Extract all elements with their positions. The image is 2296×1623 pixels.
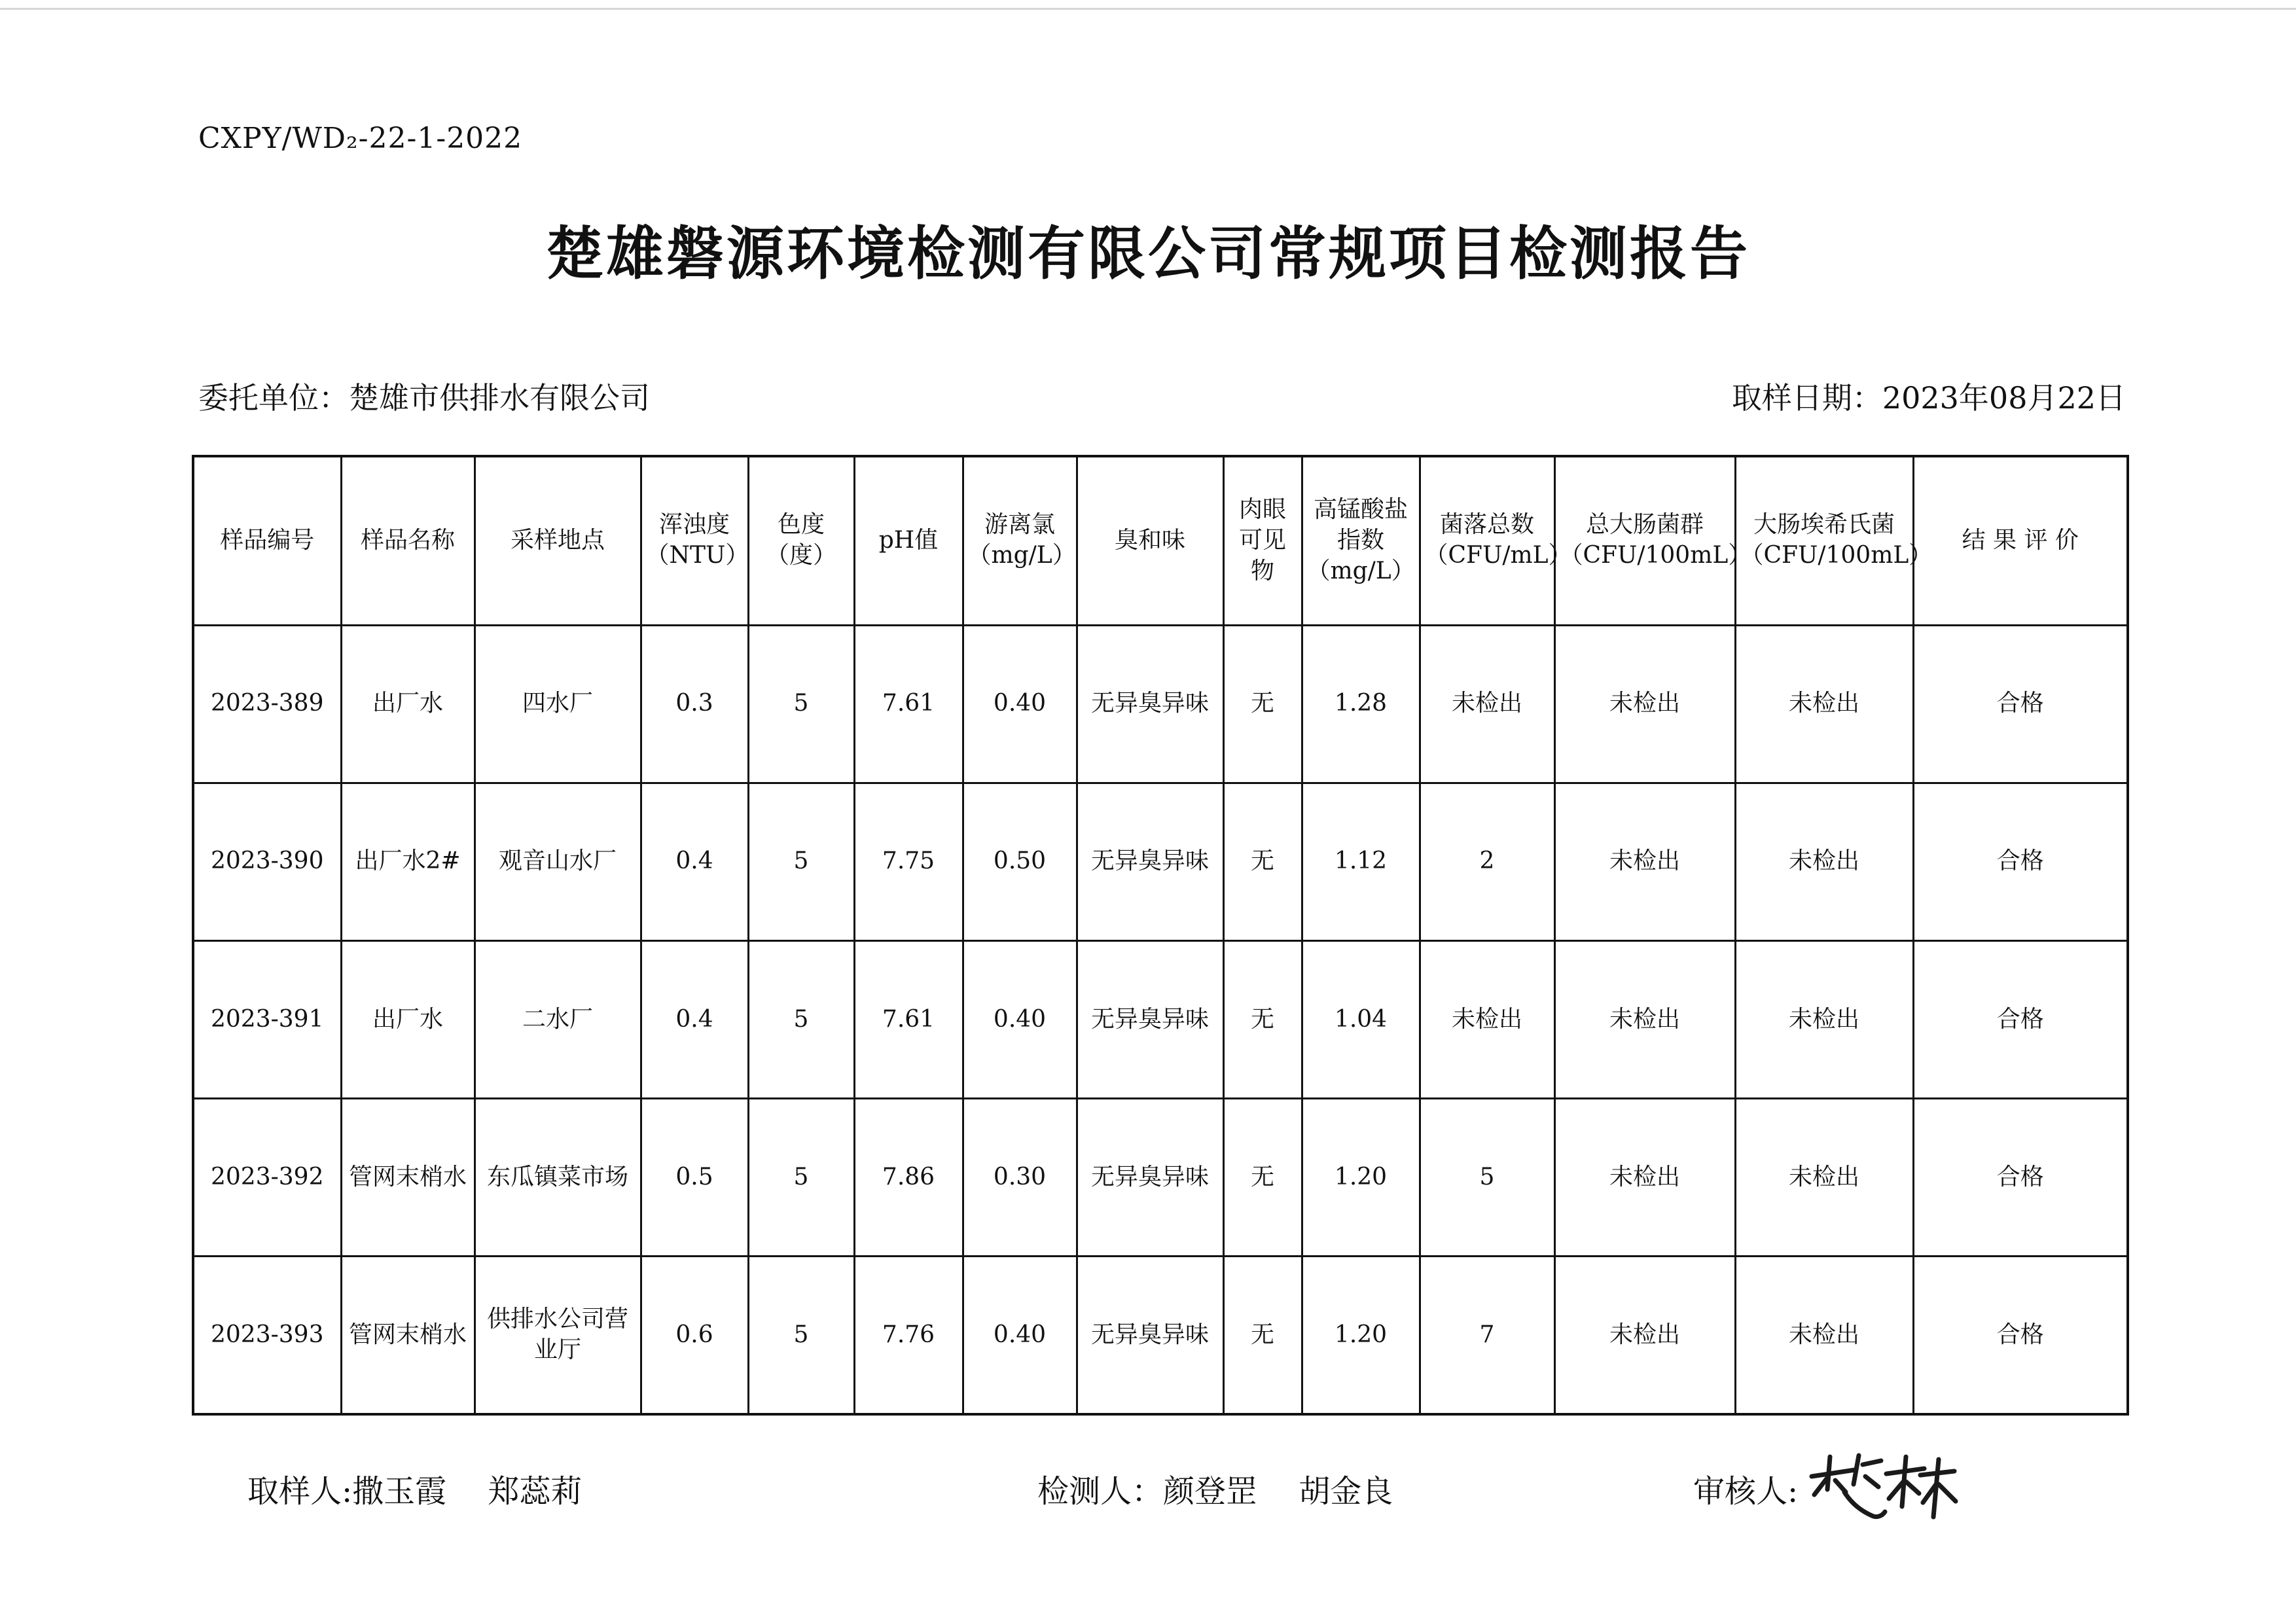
table-cell: 2023-391 [193, 940, 341, 1098]
table-cell: 东瓜镇菜市场 [475, 1099, 641, 1257]
column-header-line: 肉眼 [1238, 496, 1286, 524]
table-cell: 0.40 [963, 1257, 1077, 1414]
column-header-line: 指数 [1336, 526, 1384, 554]
table-cell: 5 [1420, 1099, 1554, 1257]
reviewer-signature [1808, 1452, 1958, 1524]
table-cell: 未检出 [1735, 940, 1913, 1098]
column-header-line: 采样地点 [510, 526, 605, 554]
table-cell: 无 [1223, 625, 1302, 783]
table-cell: 7.76 [854, 1257, 963, 1414]
table-cell: 无 [1223, 1099, 1302, 1257]
table-row [193, 625, 2128, 783]
column-header-line: 结 果 评 价 [1962, 526, 2079, 554]
table-cell: 1.20 [1302, 1099, 1420, 1257]
table-body [193, 625, 2128, 1414]
column-header-line: pH值 [878, 526, 939, 554]
table-cell: 出厂水2# [341, 783, 475, 940]
table-cell: 0.30 [963, 1099, 1077, 1257]
table-cell: 1.20 [1302, 1257, 1420, 1414]
table-cell: 未检出 [1554, 783, 1735, 940]
table-cell: 未检出 [1735, 783, 1913, 940]
table-cell: 无异臭异味 [1077, 1099, 1223, 1257]
table-cell: 无异臭异味 [1077, 940, 1223, 1098]
table-cell: 1.12 [1302, 783, 1420, 940]
table-cell: 无 [1223, 940, 1302, 1098]
table-cell: 7.75 [854, 783, 963, 940]
table-cell: 无 [1223, 1257, 1302, 1414]
column-header-line: 大肠埃希氏菌 [1753, 511, 1895, 539]
table-cell: 5 [748, 625, 854, 783]
column-header [748, 456, 854, 625]
table-cell: 0.4 [641, 940, 748, 1098]
column-header [1420, 456, 1572, 625]
table-cell: 合格 [1913, 1257, 2128, 1414]
table-cell: 无异臭异味 [1077, 625, 1223, 783]
table-row [193, 783, 2128, 940]
client-label: 委托单位： [198, 380, 349, 416]
table-cell: 2023-392 [193, 1099, 341, 1257]
column-header [1735, 456, 1933, 625]
table-cell: 7.61 [854, 625, 963, 783]
table-cell: 未检出 [1735, 625, 1913, 783]
column-header [193, 456, 341, 625]
table-cell: 0.4 [641, 783, 748, 940]
column-header-line: 样品编号 [220, 526, 315, 554]
column-header [963, 456, 1077, 625]
table-cell: 1.04 [1302, 940, 1420, 1098]
table-cell: 7 [1420, 1257, 1554, 1414]
column-header-line: 高锰酸盐 [1313, 496, 1408, 524]
table-cell: 5 [748, 1257, 854, 1414]
client-value: 楚雄市供排水有限公司 [349, 380, 650, 416]
client-line [198, 374, 650, 418]
column-header-line: 菌落总数 [1439, 511, 1534, 539]
column-header-line: 色度 [777, 511, 825, 539]
column-header-line: （CFU/100mL） [1740, 542, 1933, 569]
column-header-line: （CFU/mL） [1424, 542, 1572, 569]
column-header [1554, 456, 1752, 625]
table-cell: 无异臭异味 [1077, 1257, 1223, 1414]
tester-line: 检测人：颜登罡 胡金良 [1037, 1473, 1393, 1510]
sampling-date-label: 取样日期： [1731, 380, 1882, 416]
column-header-line: 物 [1250, 557, 1274, 584]
table-cell: 二水厂 [475, 940, 641, 1098]
column-header [1913, 456, 2128, 625]
table-cell: 未检出 [1735, 1099, 1913, 1257]
table-cell: 供排水公司营业厅 [475, 1257, 641, 1414]
table-cell: 观音山水厂 [475, 783, 641, 940]
table-cell: 5 [748, 1099, 854, 1257]
table-cell: 2023-393 [193, 1257, 341, 1414]
table-cell: 0.3 [641, 625, 748, 783]
table-cell: 未检出 [1554, 940, 1735, 1098]
table-cell: 0.5 [641, 1099, 748, 1257]
table-cell: 7.86 [854, 1099, 963, 1257]
column-header-line: （度） [765, 542, 836, 569]
results-table [192, 455, 2129, 1416]
scan-top-edge [0, 8, 2296, 10]
table-cell: 无 [1223, 783, 1302, 940]
document-code: CXPY/WD₂-22-1-2022 [198, 122, 523, 155]
table-cell: 0.50 [963, 783, 1077, 940]
table-cell: 2023-390 [193, 783, 341, 940]
column-header-line: （mg/L） [967, 542, 1076, 569]
table-row [193, 1099, 2128, 1257]
table-cell: 未检出 [1420, 940, 1554, 1098]
table-cell: 无异臭异味 [1077, 783, 1223, 940]
table-cell: 出厂水 [341, 625, 475, 783]
column-header-line: 臭和味 [1114, 526, 1185, 554]
sampling-date-line [1732, 374, 2126, 418]
table-cell: 管网末梢水 [341, 1257, 475, 1414]
column-header-line: 浑浊度 [658, 511, 730, 539]
table-cell: 未检出 [1420, 625, 1554, 783]
table-cell: 7.61 [854, 940, 963, 1098]
column-header [1223, 456, 1302, 625]
column-header-line: 样品名称 [360, 526, 455, 554]
table-cell: 未检出 [1554, 1099, 1735, 1257]
table-cell: 未检出 [1554, 625, 1735, 783]
header-row [193, 456, 2128, 625]
table-cell: 未检出 [1554, 1257, 1735, 1414]
table-cell: 0.6 [641, 1257, 748, 1414]
table-cell: 0.40 [963, 940, 1077, 1098]
table-cell: 合格 [1913, 1099, 2128, 1257]
column-header-line: 游离氯 [984, 511, 1055, 539]
table-cell: 出厂水 [341, 940, 475, 1098]
column-header-line: 总大肠菌群 [1585, 511, 1704, 539]
table-cell: 合格 [1913, 783, 2128, 940]
table-cell: 5 [748, 940, 854, 1098]
table-cell: 管网末梢水 [341, 1099, 475, 1257]
table-row [193, 940, 2128, 1098]
column-header [1302, 456, 1420, 625]
table-cell: 2023-389 [193, 625, 341, 783]
table-cell: 1.28 [1302, 625, 1420, 783]
table-cell: 未检出 [1735, 1257, 1913, 1414]
column-header [1077, 456, 1223, 625]
sampler-line: 取样人:撒玉霞 郑蕊莉 [247, 1473, 583, 1510]
table-cell: 5 [748, 783, 854, 940]
table-row [193, 1257, 2128, 1414]
column-header-line: （NTU） [645, 542, 749, 569]
column-header [341, 456, 475, 625]
reviewer-label: 审核人: [1693, 1473, 1799, 1510]
table-cell: 2 [1420, 783, 1554, 940]
column-header-line: 可见 [1238, 526, 1286, 554]
column-header [854, 456, 963, 625]
column-header-line: （mg/L） [1306, 557, 1415, 584]
table-cell: 四水厂 [475, 625, 641, 783]
table-cell: 合格 [1913, 940, 2128, 1098]
report-title: 楚雄磐源环境检测有限公司常规项目检测报告 [545, 220, 1750, 287]
column-header [475, 456, 641, 625]
table-cell: 合格 [1913, 625, 2128, 783]
table-header [193, 456, 2128, 625]
sampling-date-value: 2023年08月22日 [1882, 380, 2126, 416]
column-header-line: （CFU/100mL） [1559, 542, 1752, 569]
column-header [641, 456, 748, 625]
table-cell: 0.40 [963, 625, 1077, 783]
